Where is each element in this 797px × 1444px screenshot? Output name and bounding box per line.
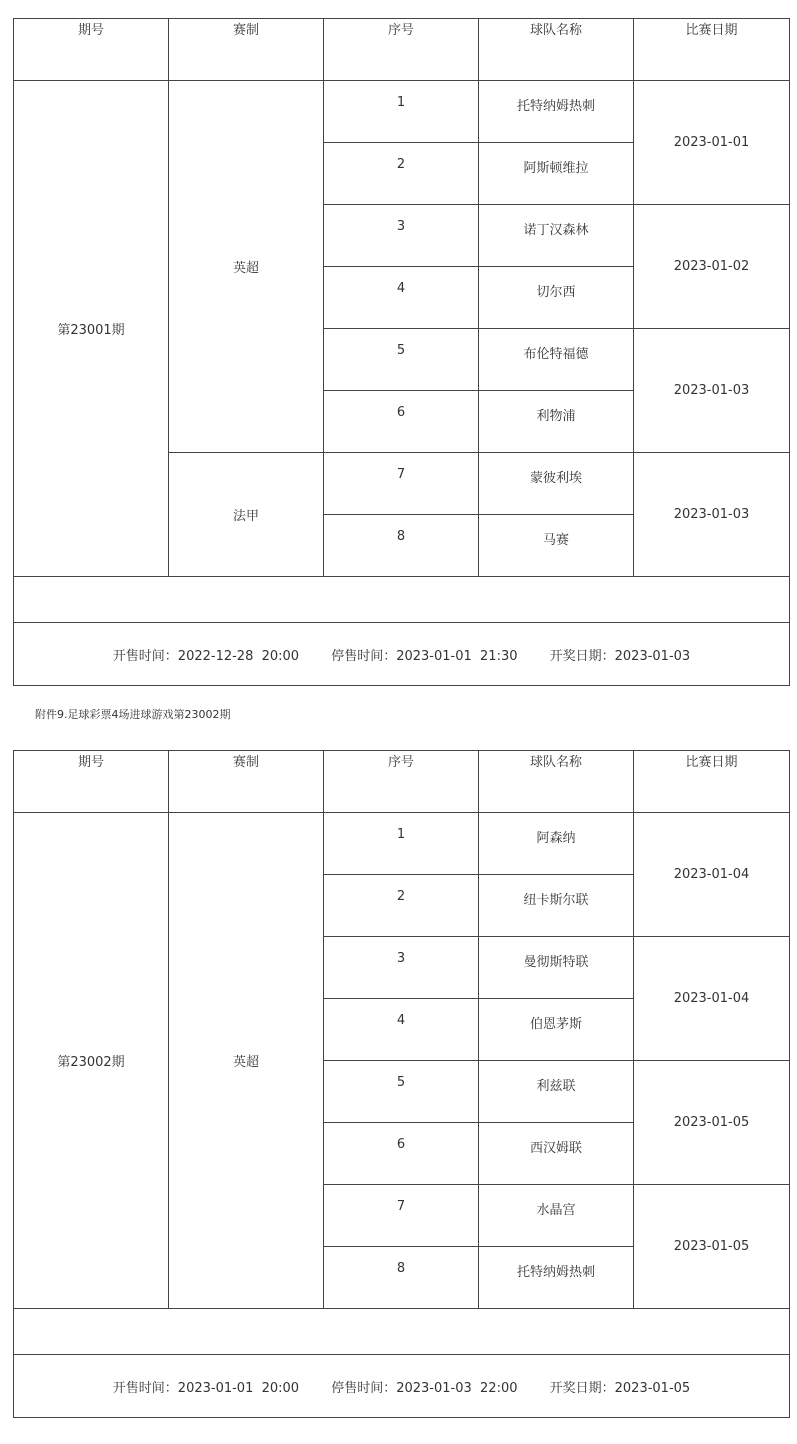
sale-stop-time: 停售时间：2023-01-03 22:00 — [331, 1380, 518, 1396]
team-name: 纽卡斯尔联 — [479, 875, 634, 937]
match-number: 6 — [324, 391, 479, 453]
match-number: 5 — [324, 1061, 479, 1123]
team-name: 马赛 — [479, 515, 634, 577]
match-number: 3 — [324, 205, 479, 267]
match-number: 2 — [324, 143, 479, 205]
sale-info-cell — [14, 1355, 790, 1418]
team-name: 诺丁汉森林 — [479, 205, 634, 267]
team-name: 阿森纳 — [479, 813, 634, 875]
match-number: 7 — [324, 453, 479, 515]
draw-date: 开奖日期：2023-01-05 — [549, 1380, 691, 1396]
table-header-row — [14, 751, 790, 813]
team-name: 水晶宫 — [479, 1185, 634, 1247]
match-number: 3 — [324, 937, 479, 999]
header-team: 球队名称 — [479, 751, 634, 813]
match-number: 7 — [324, 1185, 479, 1247]
match-date: 2023-01-01 — [634, 81, 790, 205]
blank-row — [14, 577, 790, 623]
match-number: 1 — [324, 81, 479, 143]
table-row — [14, 81, 790, 143]
issue-cell: 第23001期 — [14, 81, 169, 577]
header-team: 球队名称 — [479, 19, 634, 81]
team-name: 托特纳姆热刺 — [479, 1247, 634, 1309]
header-date: 比赛日期 — [634, 751, 790, 813]
header-format: 赛制 — [169, 751, 324, 813]
team-name: 伯恩茅斯 — [479, 999, 634, 1061]
schedule-table-23002 — [13, 750, 790, 1418]
team-name: 利兹联 — [479, 1061, 634, 1123]
match-number: 4 — [324, 267, 479, 329]
match-number: 1 — [324, 813, 479, 875]
match-number: 8 — [324, 515, 479, 577]
sale-start-time: 开售时间：2023-01-01 20:00 — [112, 1380, 300, 1396]
team-name: 切尔西 — [479, 267, 634, 329]
header-number: 序号 — [324, 751, 479, 813]
match-number: 4 — [324, 999, 479, 1061]
match-date: 2023-01-05 — [634, 1061, 790, 1185]
blank-cell — [14, 1309, 790, 1355]
match-date: 2023-01-05 — [634, 1185, 790, 1309]
sale-start-time: 开售时间：2022-12-28 20:00 — [112, 648, 300, 664]
match-number: 6 — [324, 1123, 479, 1185]
match-date: 2023-01-04 — [634, 813, 790, 937]
header-date: 比赛日期 — [634, 19, 790, 81]
team-name: 布伦特福德 — [479, 329, 634, 391]
sale-info-row — [14, 1355, 790, 1418]
team-name: 阿斯顿维拉 — [479, 143, 634, 205]
attachment-caption: 附件9.足球彩票4场进球游戏第23002期 — [35, 708, 231, 721]
table-header-row — [14, 19, 790, 81]
match-date: 2023-01-02 — [634, 205, 790, 329]
issue-cell: 第23002期 — [14, 813, 169, 1309]
match-date: 2023-01-03 — [634, 329, 790, 453]
header-issue: 期号 — [14, 751, 169, 813]
match-number: 8 — [324, 1247, 479, 1309]
schedule-table-23001 — [13, 18, 790, 686]
match-number: 2 — [324, 875, 479, 937]
match-date: 2023-01-03 — [634, 453, 790, 577]
team-name: 利物浦 — [479, 391, 634, 453]
match-date: 2023-01-04 — [634, 937, 790, 1061]
sale-stop-time: 停售时间：2023-01-01 21:30 — [331, 648, 518, 664]
header-format: 赛制 — [169, 19, 324, 81]
team-name: 蒙彼利埃 — [479, 453, 634, 515]
header-number: 序号 — [324, 19, 479, 81]
sale-info-row — [14, 623, 790, 686]
header-issue: 期号 — [14, 19, 169, 81]
blank-cell — [14, 577, 790, 623]
team-name: 托特纳姆热刺 — [479, 81, 634, 143]
team-name: 曼彻斯特联 — [479, 937, 634, 999]
blank-row — [14, 1309, 790, 1355]
sale-info-cell — [14, 623, 790, 686]
team-name: 西汉姆联 — [479, 1123, 634, 1185]
league-cell: 英超 — [169, 813, 324, 1309]
league-cell: 英超 — [169, 81, 324, 453]
table-row — [14, 813, 790, 875]
league-cell: 法甲 — [169, 453, 324, 577]
match-number: 5 — [324, 329, 479, 391]
draw-date: 开奖日期：2023-01-03 — [549, 648, 691, 664]
